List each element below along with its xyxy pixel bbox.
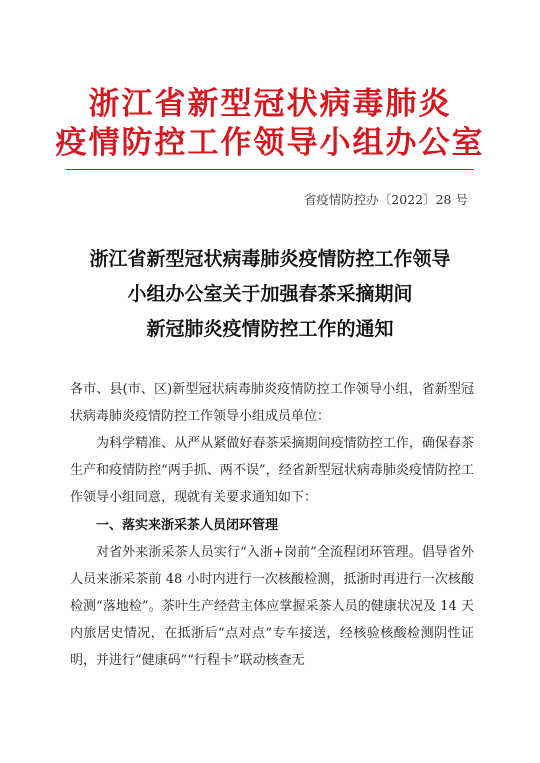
masthead-divider <box>66 169 474 170</box>
notice-title-line-2: 小组办公室关于加强春茶采摘期间 <box>127 283 413 305</box>
document-number: 省疫情防控办〔2022〕28 号 <box>303 192 468 207</box>
masthead-line-2: 疫情防控工作领导小组办公室 <box>55 125 485 161</box>
notice-title-line-1: 浙江省新型冠状病毒肺炎疫情防控工作领导 <box>89 248 451 270</box>
intro-paragraph: 为科学精准、从严从紧做好春茶采摘期间疫情防控工作，确保春茶生产和疫情防控“两手抓、两不误”，经省新型冠状病毒肺炎疫情防控工作领导小组同意，现就有关要求通知如下： <box>70 436 474 505</box>
notice-title-line-3: 新冠肺炎疫情防控工作的通知 <box>146 318 394 340</box>
section-1-paragraph: 对省外来浙采茶人员实行“入浙+岗前”全流程闭环管理。倡导省外人员来浙采茶前 48 小时内进行一次核酸检测，抵浙时再进行一次核酸检测“落地检”。茶叶生产经营主体应掌握采茶人员的健康状况及 14 天内旅居史情况，在抵浙后“点对点”专车接送，经核验核酸检测阴性证明，并进行“健康码”“行程卡”联动核查无 <box>70 545 474 668</box>
masthead-line-1: 浙江省新型冠状病毒肺炎 <box>88 86 452 122</box>
addressee-paragraph: 各市、县(市、区)新型冠状病毒肺炎疫情防控工作领导小组，省新型冠状病毒肺炎疫情防控工作领导小组成员单位： <box>70 382 474 424</box>
section-1-heading: 一、落实来浙采茶人员闭环管理 <box>96 518 279 533</box>
